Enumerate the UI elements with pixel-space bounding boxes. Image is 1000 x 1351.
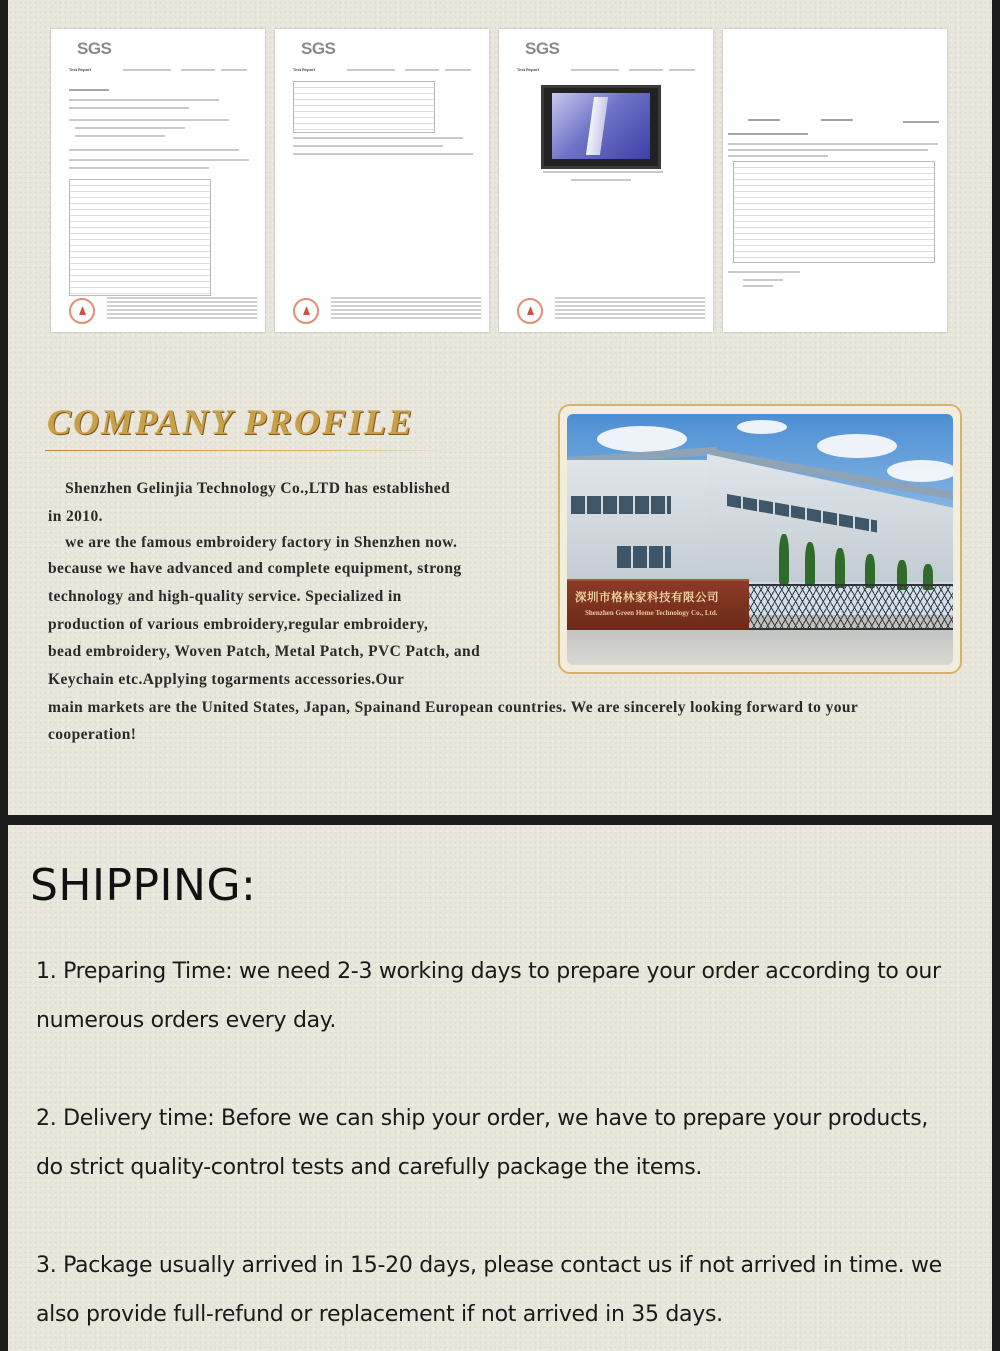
shipping-line: 1. Preparing Time: we need 2-3 working days to prepare your order according to our [36,959,941,984]
shipping-line: 3. Package usually arrived in 15-20 days, please contact us if not arrived in time. we [36,1253,942,1278]
shipping-title: SHIPPING: [30,860,257,911]
profile-line: Keychain etc.Applying togarments accessories.Our [48,671,405,688]
profile-line: main markets are the United States, Japan, Spainand European countries. We are sincerely looking forward to your [48,699,859,716]
factory-photo [558,404,962,674]
profile-line: in 2010. [48,508,103,525]
factory-sign-chinese: 深圳市格林家科技有限公司 [575,590,719,604]
sgs-seal-icon [293,298,319,324]
sample-photo [541,85,661,169]
shipping-line: do strict quality-control tests and carefully package the items. [36,1155,703,1180]
profile-line: cooperation! [48,726,137,743]
report-title: Test Report [69,67,91,72]
profile-line: we are the famous embroidery factory in Shenzhen now. [48,534,458,551]
sgs-seal-icon [69,298,95,324]
factory-gate [749,584,953,630]
report-title: Test Report [517,67,539,72]
sgs-logo: SGS [77,39,112,58]
sgs-seal-icon [517,298,543,324]
sgs-test-report-1 [51,29,265,332]
sgs-logo: SGS [301,39,336,58]
profile-line: production of various embroidery,regular embroidery, [48,616,429,633]
factory-sign-english: Shenzhen Green Home Technology Co., Ltd. [585,609,718,617]
report-title: Test Report [293,67,315,72]
profile-line: technology and high-quality service. Specialized in [48,588,402,605]
shipping-line: 2. Delivery time: Before we can ship your order, we have to prepare your products, [36,1106,929,1131]
profile-line: bead embroidery, Woven Patch, Metal Patch, PVC Patch, and [48,643,481,660]
sgs-test-report-3 [499,29,713,332]
sgs-logo: SGS [525,39,560,58]
shipping-line: also provide full-refund or replacement if not arrived in 35 days. [36,1302,723,1327]
factory-sign [567,579,749,630]
shipping-line: numerous orders every day. [36,1008,337,1033]
company-profile-title: COMPANY PROFILE [47,402,415,442]
test-report-4 [723,29,947,332]
profile-line: because we have advanced and complete equipment, strong [48,560,462,577]
title-underline [45,450,455,451]
sgs-test-report-2 [275,29,489,332]
profile-line: Shenzhen Gelinjia Technology Co.,LTD has established [48,480,451,497]
